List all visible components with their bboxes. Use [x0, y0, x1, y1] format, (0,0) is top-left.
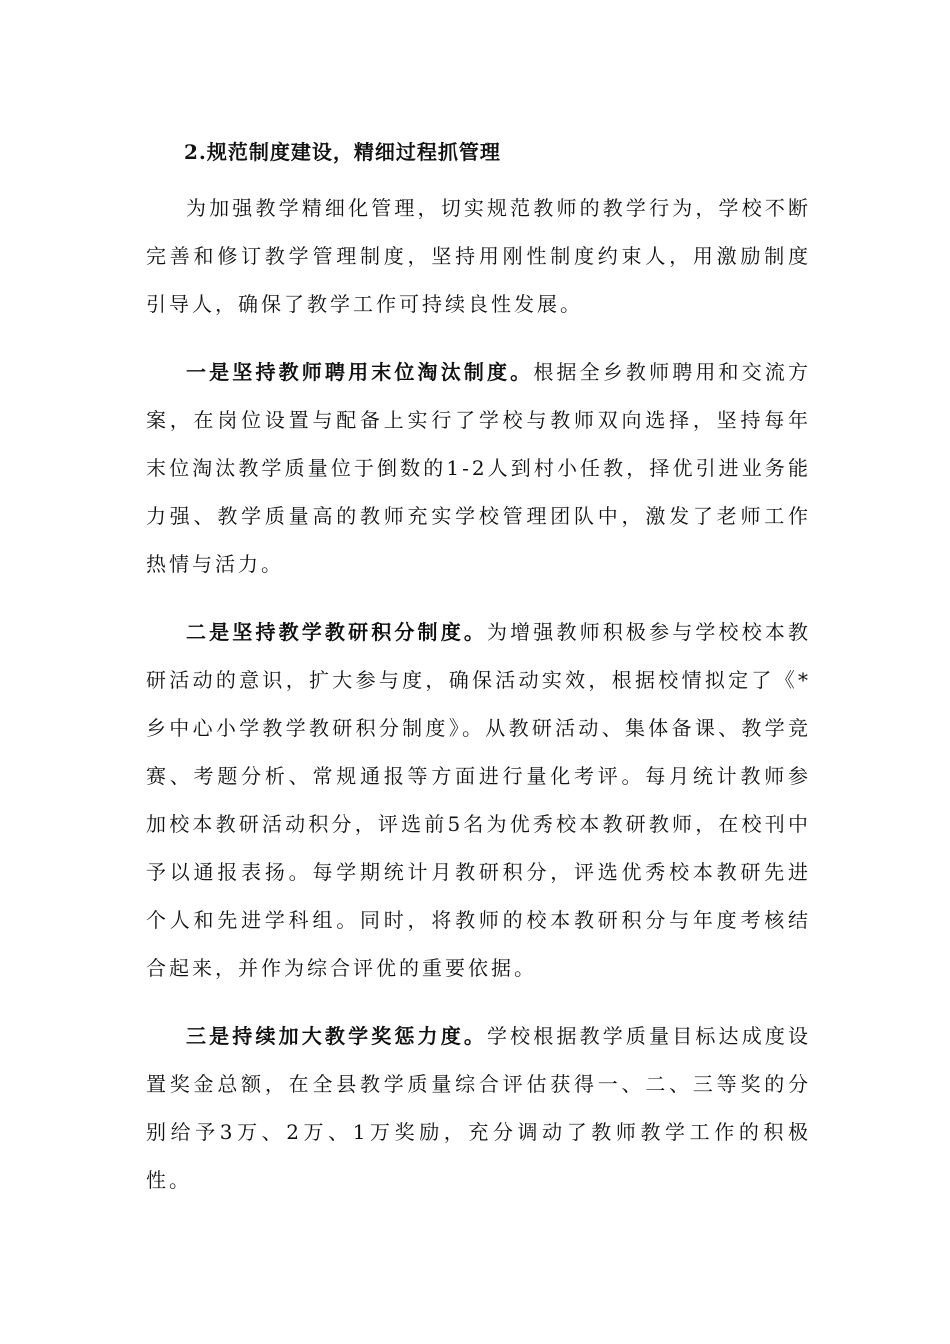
item-lead-3: 三是持续加大教学奖惩力度。 [186, 1024, 487, 1048]
intro-paragraph: 为加强教学精细化管理，切实规范教师的教学行为，学校不断完善和修订教学管理制度，坚持用刚性制度约束人，用激励制度引导人，确保了教学工作可持续良性发展。 [146, 196, 811, 316]
item-paragraph-3 [146, 1012, 811, 1204]
document-page [146, 126, 811, 1204]
item-body-1: 根据全乡教师聘用和交流方案，在岗位设置与配备上实行了学校与教师双向选择，坚持每年末位淘汰教学质量位于倒数的1-2人到村小任教，择优引进业务能力强、教学质量高的教师充实学校管理团队中，激发了老师工作热情与活力。 [146, 360, 812, 576]
spacer [146, 588, 811, 608]
section-heading: 2.规范制度建设，精细过程抓管理 [184, 140, 501, 164]
item-body-3: 学校根据教学质量目标达成度设置奖金总额，在全县教学质量综合评估获得一、二、三等奖的分别给予3万、2万、1万奖励，充分调动了教师教学工作的积极性。 [146, 1024, 811, 1192]
spacer [146, 992, 811, 1012]
item-body-2: 为增强教师积极参与学校校本教研活动的意识，扩大参与度，确保活动实效，根据校情拟定了《*乡中心小学教学教研积分制度》。从教研活动、集体备课、教学竞赛、考题分析、常规通报等方面进行量化考评。每月统计教师参加校本教研活动积分，评选前5名为优秀校本教研教师，在校刊中予以通报表扬。每学期统计月教研积分，评选优秀校本教研先进个人和先进学科组。同时，将教师的校本教研积分与年度考核结合起来，并作为综合评优的重要依据。 [146, 620, 811, 980]
item-paragraph-2 [146, 608, 811, 992]
item-paragraph-1 [146, 348, 811, 588]
spacer [146, 328, 811, 348]
item-lead-1: 一是坚持教师聘用末位淘汰制度。 [186, 360, 534, 384]
item-lead-2: 二是坚持教学教研积分制度。 [186, 620, 487, 644]
